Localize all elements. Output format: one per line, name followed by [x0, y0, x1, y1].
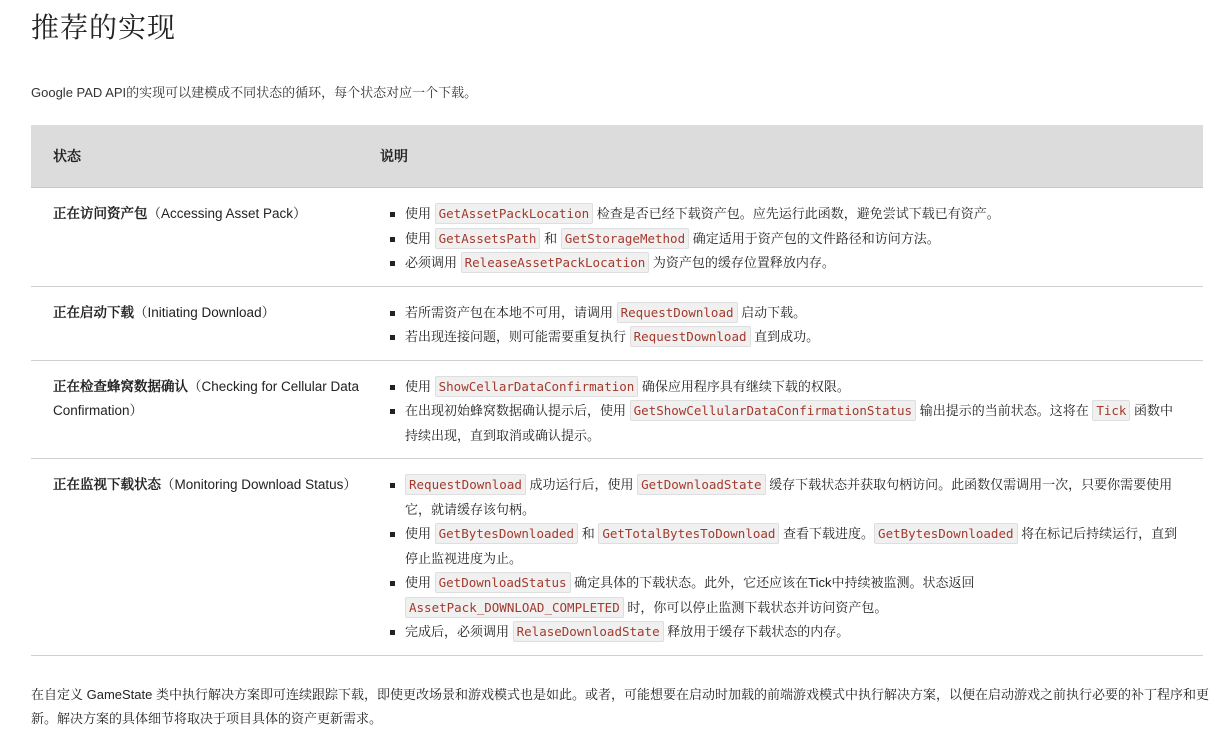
code-identifier: GetDownloadState: [637, 474, 765, 495]
list-item: [380, 473, 1183, 522]
outro-text: 在自定义 GameState 类中执行解决方案即可连续跟踪下载，即使更改场景和游戏模式也是如此。或者，可能想要在启动时加载的前端游戏模式中执行解决方案，以便在启动游戏之前执行必要的补丁程序和更新。解决方案的具体细节将取决于项目具体的资产更新需求。: [31, 687, 1209, 726]
state-name-en: （Monitoring Download Status）: [161, 477, 357, 492]
text-segment: 启动下载。: [737, 304, 807, 320]
code-identifier: GetDownloadStatus: [435, 572, 571, 593]
text-segment: 成功运行后，使用: [525, 477, 638, 492]
text-segment: 使用: [405, 230, 435, 246]
table-row: [31, 188, 1203, 287]
list-item: [380, 522, 1183, 571]
code-identifier: GetBytesDownloaded: [435, 523, 578, 544]
state-name-cn: 正在检查蜂窝数据确认: [53, 378, 188, 394]
code-identifier: RequestDownload: [405, 474, 526, 495]
code-identifier: ShowCellarDataConfirmation: [435, 376, 639, 397]
description-cell: [380, 286, 1203, 360]
description-list: [380, 473, 1203, 645]
code-identifier: RequestDownload: [617, 302, 738, 323]
table-header-row: [31, 125, 1203, 188]
state-cell: [31, 360, 380, 459]
list-item: [380, 301, 1183, 326]
text-segment: 释放用于缓存下载状态的内存。: [663, 624, 850, 639]
text-segment: 使用: [405, 575, 435, 590]
description-cell: [380, 459, 1203, 656]
list-item: [380, 325, 1183, 350]
text-segment: 函数中持续出现，直到取消或确认提示。: [405, 403, 1174, 443]
states-table: [31, 125, 1203, 656]
list-item: [380, 375, 1183, 400]
text-segment: 必须调用: [405, 255, 461, 270]
text-segment: 输出提示的当前状态。这将在: [916, 403, 1093, 418]
text-segment: 在出现初始蜂窝数据确认提示后，使用: [405, 403, 630, 418]
state-name-cn: 正在监视下载状态: [53, 477, 161, 492]
text-segment: 检查是否已经下载资产包。应先运行此函数，避免尝试下载已有资产。: [593, 206, 1000, 221]
description-cell: [380, 188, 1203, 287]
state-cell: [31, 286, 380, 360]
text-segment: 和: [540, 230, 561, 246]
code-identifier: Tick: [1092, 400, 1130, 421]
text-segment: 将在标记后持续运行，直到停止监视进度为止。: [405, 526, 1178, 566]
code-identifier: GetBytesDownloaded: [874, 523, 1017, 544]
list-item: [380, 227, 1183, 252]
text-segment: 使用: [405, 526, 435, 541]
text-segment: 完成后，必须调用: [405, 624, 513, 639]
state-name-en: （Checking for Cellular Data Confirmation）: [53, 378, 360, 418]
table-row: [31, 286, 1203, 360]
text-segment: 使用: [405, 206, 435, 221]
list-item: [380, 202, 1183, 227]
state-name-cn: 正在访问资产包: [53, 206, 148, 221]
header-description: 说明: [380, 125, 1203, 188]
text-segment: 确保应用程序具有继续下载的权限。: [638, 378, 850, 394]
text-segment: 和: [578, 526, 599, 541]
list-item: [380, 399, 1183, 448]
code-identifier: AssetPack_DOWNLOAD_COMPLETED: [405, 597, 624, 618]
intro-text: Google PAD API的实现可以建模成不同状态的循环，每个状态对应一个下载。: [31, 85, 478, 100]
state-cell: [31, 188, 380, 287]
table-row: [31, 459, 1203, 656]
text-segment: 确定具体的下载状态。此外，它还应该在Tick中持续被监测。状态返回: [570, 575, 975, 590]
description-list: [380, 375, 1203, 449]
state-cell: [31, 459, 380, 656]
description-cell: [380, 360, 1203, 459]
header-state: 状态: [31, 125, 380, 188]
state-name-en: （Initiating Download）: [134, 304, 276, 320]
text-segment: 确定适用于资产包的文件路径和访问方法。: [689, 230, 940, 246]
code-identifier: GetShowCellularDataConfirmationStatus: [630, 400, 916, 421]
list-item: [380, 620, 1183, 645]
page-title: 推荐的实现: [31, 12, 177, 43]
list-item: [380, 251, 1183, 276]
code-identifier: GetAssetPackLocation: [435, 203, 594, 224]
description-list: [380, 301, 1203, 350]
text-segment: 缓存下载状态并获取句柄访问。此函数仅需调用一次，只要你需要使用它，就请缓存该句柄。: [405, 477, 1173, 517]
text-segment: 若所需资产包在本地不可用，请调用: [405, 304, 617, 320]
list-item: [380, 571, 1183, 620]
text-segment: 为资产包的缓存位置释放内存。: [649, 255, 835, 270]
text-segment: 若出现连接问题，则可能需要重复执行: [405, 329, 630, 344]
description-list: [380, 202, 1203, 276]
code-identifier: RelaseDownloadState: [513, 621, 664, 642]
text-segment: 使用: [405, 378, 435, 394]
code-identifier: GetTotalBytesToDownload: [598, 523, 779, 544]
code-identifier: GetAssetsPath: [435, 228, 541, 249]
code-identifier: RequestDownload: [630, 326, 751, 347]
code-identifier: ReleaseAssetPackLocation: [461, 252, 650, 273]
state-name-en: （Accessing Asset Pack）: [147, 206, 307, 221]
table-row: [31, 360, 1203, 459]
state-name-cn: 正在启动下载: [53, 304, 134, 320]
text-segment: 直到成功。: [750, 329, 820, 344]
text-segment: 查看下载进度。: [779, 526, 875, 541]
text-segment: 时，你可以停止监测下载状态并访问资产包。: [623, 599, 888, 615]
code-identifier: GetStorageMethod: [561, 228, 689, 249]
